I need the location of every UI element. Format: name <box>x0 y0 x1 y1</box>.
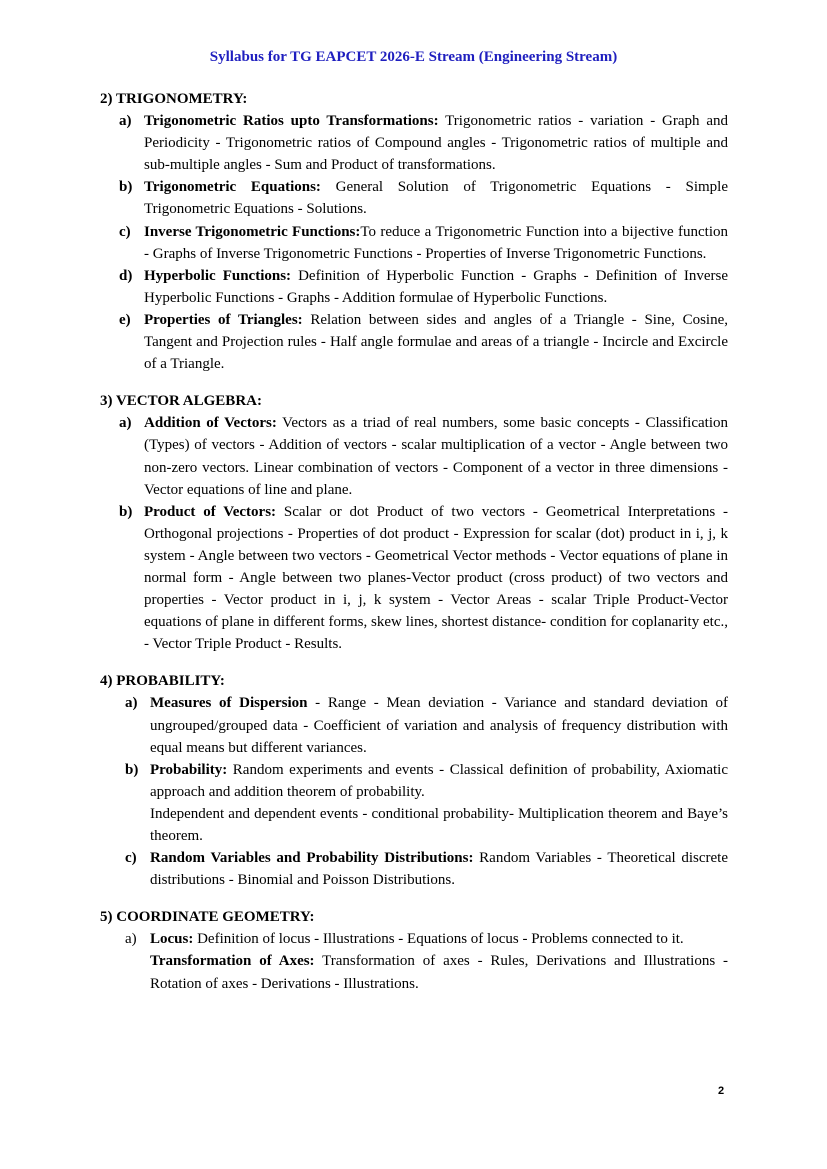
item-marker: b) <box>125 761 139 778</box>
topic-term: Transformation of Axes: <box>150 953 315 970</box>
topic-description: Relation between sides and angles of a Triangle - Sine, Cosine, Tangent and Projection rules - Half angle formulae and areas of a triangle - Incircle and Excircle of a Triangle. <box>144 311 728 373</box>
list-item <box>100 847 728 891</box>
topic-term: Random Variables and Probability Distributions: <box>150 850 474 867</box>
item-marker: a) <box>119 113 132 130</box>
list-item <box>100 928 728 994</box>
topic-description: - Range - Mean deviation - Variance and standard deviation of ungrouped/grouped data - Coefficient of variation and analysis of frequency distribution with equal means but different variances. <box>150 695 728 756</box>
item-marker: c) <box>125 850 137 867</box>
topic-term: Product of Vectors: <box>144 503 277 520</box>
list-item <box>100 265 728 309</box>
section-title: 5) COORDINATE GEOMETRY: <box>100 909 315 926</box>
topic-description: Definition of locus - Illustrations - Equations of locus - Problems connected to it. <box>193 931 684 948</box>
topic-description: To reduce a Trigonometric Function into a bijective function - Graphs of Inverse Trigonometric Functions - Properties of Inverse Trigonometric Functions. <box>144 223 728 262</box>
syllabus-content <box>100 88 728 1010</box>
topic-paragraph <box>150 759 728 803</box>
item-marker: b) <box>119 179 133 196</box>
topic-description: Transformation of axes - Rules, Derivations and Illustrations - Rotation of axes - Derivations - Illustrations. <box>150 953 728 992</box>
topic-term: Properties of Triangles: <box>144 311 303 328</box>
section-trigonometry <box>100 88 728 375</box>
item-marker: c) <box>119 223 131 240</box>
section-title: 3) VECTOR ALGEBRA: <box>100 393 262 410</box>
list-item <box>100 176 728 220</box>
list-item <box>100 110 728 176</box>
section-vector-algebra <box>100 390 728 655</box>
topic-term: Hyperbolic Functions: <box>144 267 292 284</box>
list-item <box>100 309 728 375</box>
list-item <box>100 759 728 847</box>
section-coordinate-geometry <box>100 906 728 994</box>
topic-term: Probability: <box>150 761 228 778</box>
section-title: 4) PROBABILITY: <box>100 673 225 690</box>
page-header-title: Syllabus for TG EAPCET 2026-E Stream (Engineering Stream) <box>209 49 618 65</box>
topic-list <box>100 110 728 375</box>
section-probability <box>100 670 728 891</box>
topic-term: Inverse Trigonometric Functions: <box>144 223 361 240</box>
list-item <box>100 692 728 758</box>
topic-list <box>100 928 728 994</box>
list-item <box>100 221 728 265</box>
page-number: 2 <box>718 1085 725 1097</box>
topic-paragraph <box>150 950 728 994</box>
topic-description: General Solution of Trigonometric Equations - Simple Trigonometric Equations - Solutions. <box>144 179 728 218</box>
topic-list <box>100 412 728 655</box>
item-marker: a) <box>125 931 137 948</box>
section-title: 2) TRIGONOMETRY: <box>100 91 248 107</box>
topic-term: Measures of Dispersion <box>150 695 308 712</box>
topic-description: Random experiments and events - Classical definition of probability, Axiomatic approach and addition theorem of probability. <box>150 761 728 800</box>
topic-description: Definition of Hyperbolic Function - Graphs - Definition of Inverse Hyperbolic Functions - Graphs - Addition formulae of Hyperbolic Functions. <box>144 267 728 306</box>
item-marker: b) <box>119 503 133 520</box>
topic-term: Trigonometric Ratios upto Transformations: <box>144 113 439 130</box>
topic-description: Trigonometric ratios - variation - Graph and Periodicity - Trigonometric ratios of Compound angles - Trigonometric ratios of multiple and sub-multiple angles - Sum and Product of transformations. <box>144 113 728 174</box>
topic-list <box>100 692 728 891</box>
item-marker: e) <box>119 311 131 328</box>
topic-description: Random Variables - Theoretical discrete distributions - Binomial and Poisson Distributions. <box>150 850 729 889</box>
item-marker: a) <box>119 415 132 432</box>
topic-description: Vectors as a triad of real numbers, some basic concepts - Classification (Types) of vectors - Addition of vectors - scalar multiplication of a vector - Angle between two non-zero vectors. Linear combination of vectors - Component of a vector in three dimensions - Vector equations of line and plane. <box>144 415 728 498</box>
item-marker: d) <box>119 267 133 284</box>
topic-extra-description: Independent and dependent events - conditional probability- Multiplication theorem and Baye’s theorem. <box>150 805 728 844</box>
topic-term: Trigonometric Equations: <box>144 179 321 196</box>
topic-term: Locus: <box>150 931 194 948</box>
topic-paragraph <box>150 928 728 950</box>
list-item <box>100 501 728 656</box>
list-item <box>100 412 728 500</box>
item-marker: a) <box>125 695 138 712</box>
topic-description: Scalar or dot Product of two vectors - Geometrical Interpretations - Orthogonal projections - Properties of dot product - Expression for scalar (dot) product in i, j, k system - Angle between two vectors - Geometrical Vector methods - Vector equations of plane in normal form - Angle between two planes-Vector product (cross product) of two vectors and properties - Vector product in i, j, k system - Vector Areas - scalar Triple Product-Vector equations of plane in different forms, skew lines, shortest distance- condition for coplanarity etc., - Vector Triple Product - Results. <box>144 503 729 653</box>
topic-term: Addition of Vectors: <box>144 415 277 432</box>
